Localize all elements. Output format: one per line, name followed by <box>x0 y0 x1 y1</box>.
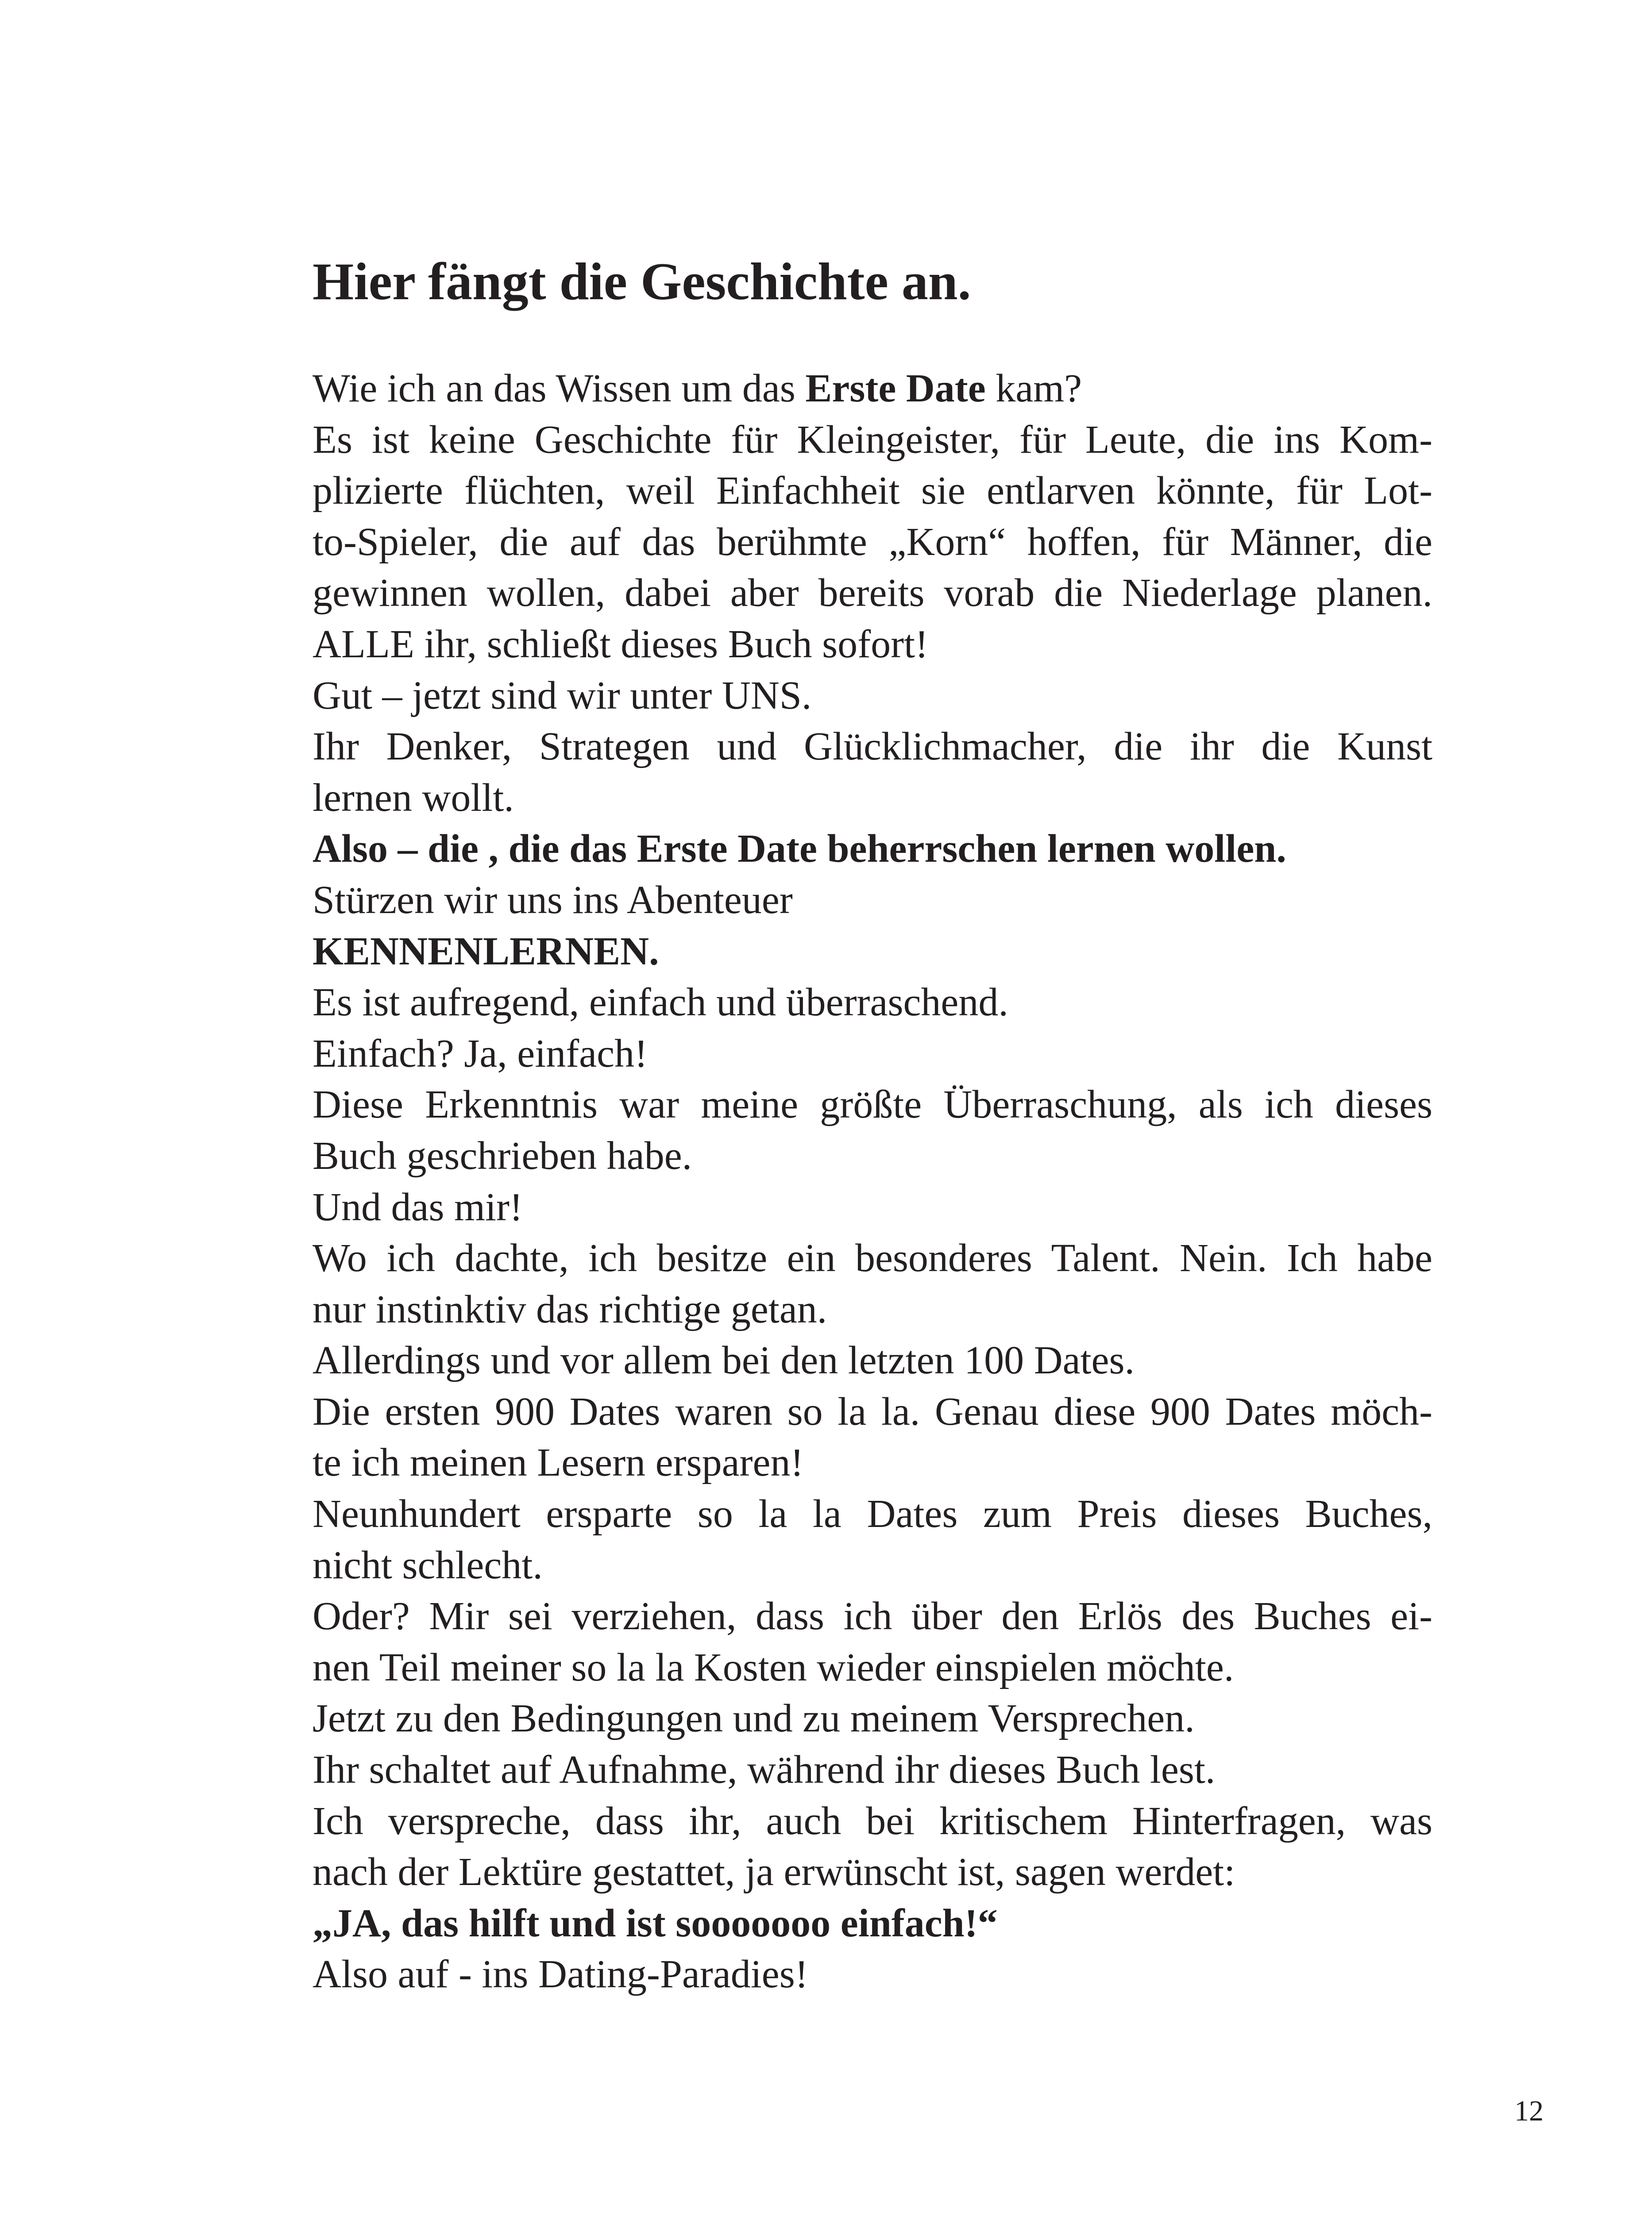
text-line <box>313 1847 1432 1898</box>
text-line <box>313 1437 1432 1488</box>
text-span: Die ersten 900 Dates waren so la la. Genau diese 900 Dates möch- <box>313 1389 1432 1434</box>
text-span: te ich meinen Lesern ersparen! <box>313 1441 804 1485</box>
text-span: Wie ich an das Wissen um das <box>313 366 806 410</box>
bold-text: Also – die , die das Erste Date beherrschen lernen wollen. <box>313 827 1286 871</box>
text-line <box>313 1028 1432 1080</box>
text-span: Oder? Mir sei verziehen, dass ich über den Erlös des Buches ei- <box>313 1594 1432 1639</box>
text-line <box>313 926 1432 977</box>
text-line <box>313 619 1432 670</box>
text-line <box>313 977 1432 1028</box>
text-line <box>313 1130 1432 1182</box>
text-span: Diese Erkenntnis war meine größte Überraschung, als ich dieses <box>313 1083 1432 1127</box>
text-span: Es ist keine Geschichte für Kleingeister, für Leute, die ins Kom- <box>313 417 1432 462</box>
text-line <box>313 363 1432 414</box>
text-line <box>313 721 1432 772</box>
text-line <box>313 1796 1432 1847</box>
text-line <box>313 1488 1432 1540</box>
text-line <box>313 1642 1432 1693</box>
text-span: Einfach? Ja, einfach! <box>313 1031 648 1076</box>
text-span: nach der Lektüre gestattet, ja erwünscht ist, sagen werdet: <box>313 1850 1235 1894</box>
text-span: Allerdings und vor allem bei den letzten 100 Dates. <box>313 1338 1135 1383</box>
text-line <box>313 1335 1432 1386</box>
text-span: gewinnen wollen, dabei aber bereits vorab die Niederlage planen. <box>313 571 1432 615</box>
text-span: Also auf - ins Dating-Paradies! <box>313 1952 808 1997</box>
text-line <box>313 823 1432 875</box>
text-span: Ihr schaltet auf Aufnahme, während ihr dieses Buch lest. <box>313 1748 1216 1792</box>
text-span: Ihr Denker, Strategen und Glücklichmacher, die ihr die Kunst <box>313 725 1432 769</box>
text-line <box>313 1233 1432 1284</box>
text-line <box>313 567 1432 619</box>
text-span: Ich verspreche, dass ihr, auch bei kritischem Hinterfragen, was <box>313 1799 1432 1843</box>
bold-text: „JA, das hilft und ist sooooooo einfach!“ <box>313 1901 998 1945</box>
text-span: nicht schlecht. <box>313 1543 543 1587</box>
text-span: ALLE ihr, schließt dieses Buch sofort! <box>313 622 929 666</box>
text-line <box>313 1591 1432 1642</box>
text-line <box>313 517 1432 568</box>
bold-text: Erste Date <box>805 366 986 410</box>
text-span: Stürzen wir uns ins Abenteuer <box>313 878 793 922</box>
text-line <box>313 1949 1432 2000</box>
chapter-heading: Hier fängt die Geschichte an. <box>313 252 971 311</box>
body-text <box>313 363 1432 2000</box>
text-line <box>313 414 1432 466</box>
bold-text: KENNENLERNEN. <box>313 929 659 973</box>
text-span: Jetzt zu den Bedingungen und zu meinem Versprechen. <box>313 1696 1195 1741</box>
text-span: Gut – jetzt sind wir unter UNS. <box>313 673 812 717</box>
text-line <box>313 1540 1432 1591</box>
text-line <box>313 670 1432 721</box>
text-span: to-Spieler, die auf das berühmte „Korn“ hoffen, für Männer, die <box>313 520 1432 564</box>
text-span: Es ist aufregend, einfach und überraschend. <box>313 980 1008 1025</box>
text-line <box>313 465 1432 517</box>
text-span: lernen wollt. <box>313 775 514 820</box>
page-number: 12 <box>1514 2095 1544 2127</box>
text-line <box>313 1182 1432 1233</box>
text-span: nur instinktiv das richtige getan. <box>313 1287 827 1331</box>
text-line <box>313 1386 1432 1438</box>
text-span: Und das mir! <box>313 1185 523 1229</box>
text-span: nen Teil meiner so la la Kosten wieder einspielen möchte. <box>313 1645 1234 1689</box>
text-line <box>313 1284 1432 1335</box>
text-span: Wo ich dachte, ich besitze ein besonderes Talent. Nein. Ich habe <box>313 1236 1432 1280</box>
text-line <box>313 772 1432 824</box>
text-span: Buch geschrieben habe. <box>313 1133 692 1178</box>
text-span: Neunhundert ersparte so la la Dates zum Preis dieses Buches, <box>313 1492 1432 1536</box>
text-span: plizierte flüchten, weil Einfachheit sie entlarven könnte, für Lot- <box>313 469 1432 513</box>
text-line <box>313 1744 1432 1796</box>
text-line <box>313 1693 1432 1744</box>
text-line <box>313 1898 1432 1949</box>
text-span: kam? <box>985 366 1082 410</box>
text-line <box>313 875 1432 926</box>
text-line <box>313 1079 1432 1130</box>
